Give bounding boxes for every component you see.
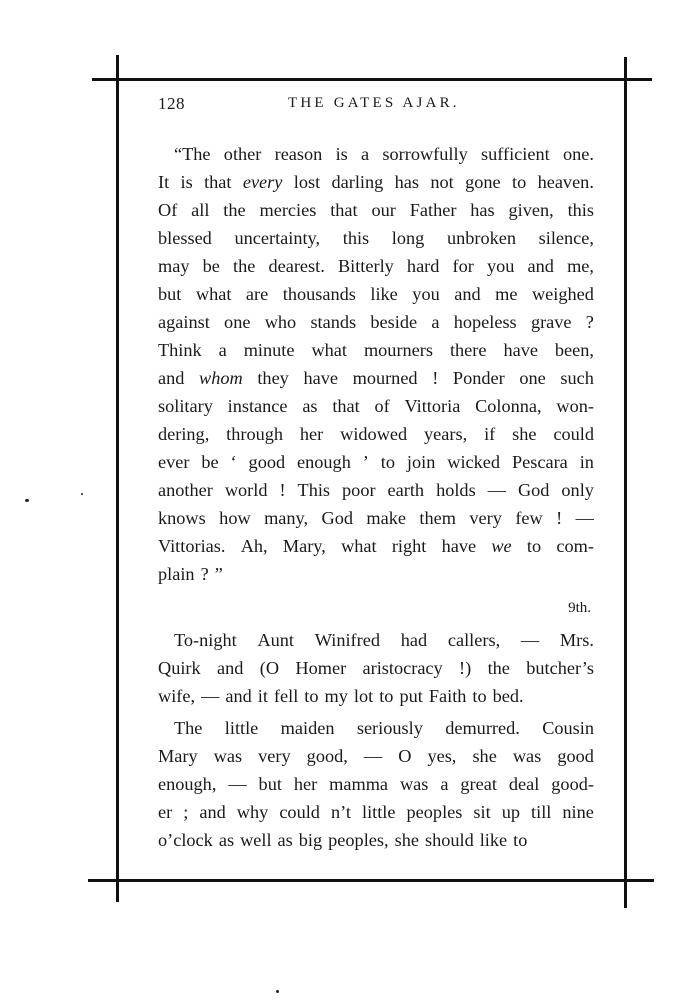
word: mourned (352, 368, 418, 388)
word: wicked (447, 452, 501, 472)
word: ? (200, 564, 209, 584)
word: we (491, 536, 512, 556)
word: many, (264, 508, 309, 528)
word: — (487, 480, 506, 500)
word: hard (406, 256, 440, 276)
word: to (513, 830, 528, 850)
body-text (158, 140, 594, 854)
word: grave (530, 312, 572, 332)
word: if (484, 424, 496, 444)
word: was (213, 746, 243, 766)
word: ? (585, 312, 594, 332)
word: put (399, 686, 423, 706)
running-title: THE GATES AJAR. (288, 95, 460, 111)
word: ; (183, 802, 189, 822)
word: peoples, (328, 830, 389, 850)
word: heaven. (537, 172, 594, 192)
word: instance (227, 396, 288, 416)
word: not (430, 172, 454, 192)
word: mourners (363, 340, 433, 360)
word: in (579, 452, 594, 472)
word: hopeless (453, 312, 517, 332)
word: unbroken (446, 228, 516, 248)
ink-speck (25, 499, 29, 502)
word: one (224, 312, 251, 332)
word: to (379, 686, 394, 706)
word: peoples (406, 802, 463, 822)
word: God (517, 480, 550, 500)
text-line (158, 560, 594, 588)
word: that (330, 200, 358, 220)
word: demurred. (445, 718, 520, 738)
word: every (242, 172, 283, 192)
word: years, (424, 424, 468, 444)
word: dering, (158, 424, 210, 444)
word: Aunt (257, 630, 294, 650)
word: aristocracy (362, 658, 443, 678)
word: won- (556, 396, 594, 416)
word: other (223, 144, 262, 164)
word: reason (274, 144, 323, 164)
text-line (158, 252, 594, 280)
text-block (158, 92, 594, 854)
word: up (501, 802, 520, 822)
ink-speck (81, 493, 83, 495)
word: ’ (362, 452, 369, 472)
word: and (158, 368, 185, 388)
word: darling (331, 172, 384, 192)
word: to (472, 686, 487, 706)
word: but (158, 284, 182, 304)
word: Homer (295, 658, 347, 678)
word: against (158, 312, 210, 332)
word: to (304, 686, 319, 706)
word: — (520, 630, 540, 650)
word: butcher’s (526, 658, 594, 678)
word: given, (508, 200, 554, 220)
word: dearest. (268, 256, 325, 276)
word: the (233, 256, 256, 276)
text-line (158, 392, 594, 420)
word: well (240, 830, 272, 850)
word: but (258, 774, 282, 794)
word: poor (342, 480, 376, 500)
word: sorrowfully (382, 144, 468, 164)
word: The (174, 718, 203, 738)
word: (O (259, 658, 280, 678)
word: mamma (329, 774, 389, 794)
word: has (394, 172, 420, 192)
word: and (217, 658, 244, 678)
word: God (321, 508, 353, 528)
word: sit (473, 802, 491, 822)
text-line (158, 532, 594, 560)
text-line (158, 140, 594, 168)
word: weighed (531, 284, 594, 304)
word: world (224, 480, 268, 500)
word: could (553, 424, 594, 444)
word: deal (508, 774, 540, 794)
word: what (195, 284, 232, 304)
word: as (277, 830, 293, 850)
word: good (248, 452, 286, 472)
word: earth (387, 480, 425, 500)
word: another (158, 480, 213, 500)
text-line (158, 714, 594, 742)
word: to (511, 172, 527, 192)
word: one. (562, 144, 594, 164)
word: till (531, 802, 552, 822)
word: is (180, 172, 193, 192)
word: It (158, 172, 170, 192)
word: through (226, 424, 284, 444)
word: and (527, 256, 554, 276)
text-line (158, 626, 594, 654)
word: Faith (428, 686, 467, 706)
word: may (158, 256, 190, 276)
word: she (472, 746, 497, 766)
word: !) (459, 658, 472, 678)
word: you (412, 284, 440, 304)
word: blessed (158, 228, 212, 248)
word: and (454, 284, 481, 304)
word: nine (562, 802, 594, 822)
word: Colonna, (475, 396, 542, 416)
word: Of (158, 200, 178, 220)
word: there (449, 340, 487, 360)
word: a (431, 312, 440, 332)
word: like (370, 284, 398, 304)
word: ” (214, 564, 223, 584)
word: little (224, 718, 259, 738)
word: — (201, 686, 220, 706)
word: it (257, 686, 268, 706)
frame-rule-top (92, 78, 652, 81)
word: for (452, 256, 474, 276)
word: silence, (538, 228, 594, 248)
word: the (487, 658, 510, 678)
text-line (158, 364, 594, 392)
word: make (366, 508, 406, 528)
word: yes, (427, 746, 457, 766)
word: have (441, 536, 477, 556)
word: sufficient (480, 144, 550, 164)
word: beside (370, 312, 418, 332)
word: thousands (282, 284, 356, 304)
word: and (225, 686, 252, 706)
word: has (470, 200, 495, 220)
word: O (398, 746, 412, 766)
word: could (279, 802, 320, 822)
word: Cousin (542, 718, 594, 738)
word: Father (409, 200, 457, 220)
word: wife, (158, 686, 196, 706)
word: to (380, 452, 395, 472)
word: long (391, 228, 425, 248)
word: them (419, 508, 456, 528)
word: have (503, 340, 538, 360)
word: that (204, 172, 232, 192)
word: right (391, 536, 427, 556)
word: join (406, 452, 436, 472)
word: lot (353, 686, 374, 706)
word: minute (243, 340, 295, 360)
word: to (526, 536, 542, 556)
word: whom (199, 368, 243, 388)
word: ! (556, 508, 563, 528)
word: plain (158, 564, 195, 584)
word: Bitterly (337, 256, 394, 276)
word: enough, (158, 774, 217, 794)
word: Mrs. (559, 630, 594, 650)
word: be (201, 452, 219, 472)
word: holds (436, 480, 476, 500)
word: fell (273, 686, 299, 706)
word: This (297, 480, 331, 500)
word: good (557, 746, 594, 766)
frame-rule-bottom (88, 879, 654, 882)
text-line (158, 420, 594, 448)
word: she (512, 424, 537, 444)
text-line (158, 742, 594, 770)
frame-rule-right (624, 57, 627, 908)
word: what (311, 340, 347, 360)
word: Ponder (452, 368, 505, 388)
word: gone (465, 172, 501, 192)
word: ever (158, 452, 190, 472)
word: callers, (447, 630, 501, 650)
text-line (158, 448, 594, 476)
word: who (264, 312, 297, 332)
text-line (158, 770, 594, 798)
word: mercies (259, 200, 317, 220)
word: Quirk (158, 658, 201, 678)
paragraph (158, 714, 594, 854)
word: Mary, (282, 536, 326, 556)
word: all (191, 200, 210, 220)
word: of (374, 396, 390, 416)
word: big (298, 830, 323, 850)
text-line (158, 280, 594, 308)
word: are (245, 284, 269, 304)
journal-date: 9th. (568, 600, 591, 616)
word: a (361, 144, 370, 164)
text-line (158, 196, 594, 224)
frame-rule-left (116, 55, 119, 902)
word: maiden (280, 718, 335, 738)
word: Ah, (240, 536, 268, 556)
word: the (223, 200, 246, 220)
text-line (158, 336, 594, 364)
word: my (324, 686, 348, 706)
text-line (158, 798, 594, 826)
word: what (341, 536, 377, 556)
word: er (158, 802, 173, 822)
word: knows (158, 508, 206, 528)
word: this (342, 228, 370, 248)
text-line (158, 826, 594, 854)
text-line (158, 682, 594, 710)
text-line (158, 476, 594, 504)
word: a (440, 774, 449, 794)
word: com- (556, 536, 594, 556)
word: little (361, 802, 396, 822)
word: — (575, 508, 594, 528)
text-line (158, 308, 594, 336)
word: Mary (158, 746, 198, 766)
word: a (218, 340, 227, 360)
word: few (515, 508, 543, 528)
word: me, (567, 256, 594, 276)
word: stands (310, 312, 357, 332)
word: she (394, 830, 419, 850)
word: as (218, 830, 235, 850)
word: seriously (356, 718, 423, 738)
word: o’clock (158, 830, 213, 850)
word: Vittorias. (158, 536, 226, 556)
word: was (399, 774, 429, 794)
text-line (158, 168, 594, 196)
word: very (469, 508, 502, 528)
word: our (371, 200, 396, 220)
word: be (202, 256, 220, 276)
word: Vittoria (404, 396, 461, 416)
word: ‘ (230, 452, 237, 472)
word: was (512, 746, 542, 766)
word: ! (432, 368, 439, 388)
word: her (293, 774, 318, 794)
word: widowed (340, 424, 408, 444)
word: how (219, 508, 251, 528)
text-line (158, 224, 594, 252)
word: lost (293, 172, 321, 192)
word: me (495, 284, 518, 304)
word: — (363, 746, 383, 766)
page-number: 128 (158, 94, 185, 113)
ink-speck (276, 990, 279, 993)
word: you (486, 256, 515, 276)
word: have (303, 368, 338, 388)
word: bed. (492, 686, 524, 706)
word: — (228, 774, 247, 794)
paragraph (158, 140, 594, 588)
word: n’t (330, 802, 351, 822)
word: uncertainty, (234, 228, 321, 248)
word: they (257, 368, 289, 388)
text-line (158, 654, 594, 682)
word: good, (306, 746, 348, 766)
word: had (400, 630, 428, 650)
word: Think (158, 340, 202, 360)
word: like (479, 830, 508, 850)
word: enough (297, 452, 351, 472)
word: “The (174, 144, 211, 164)
word: very (258, 746, 291, 766)
word: Pescara (511, 452, 568, 472)
text-line (158, 504, 594, 532)
word: such (560, 368, 594, 388)
word: been, (554, 340, 594, 360)
word: why (236, 802, 269, 822)
word: and (199, 802, 226, 822)
word: good- (551, 774, 594, 794)
word: only (561, 480, 594, 500)
word: as (302, 396, 318, 416)
word: one (519, 368, 546, 388)
word: solitary (158, 396, 213, 416)
word: should (424, 830, 474, 850)
word: this (567, 200, 594, 220)
word: that (332, 396, 360, 416)
word: To-night (174, 630, 237, 650)
paragraph (158, 626, 594, 710)
word: is (335, 144, 348, 164)
word: Winifred (314, 630, 380, 650)
running-head (158, 92, 594, 124)
word: great (460, 774, 497, 794)
word: her (299, 424, 324, 444)
word: ! (279, 480, 286, 500)
